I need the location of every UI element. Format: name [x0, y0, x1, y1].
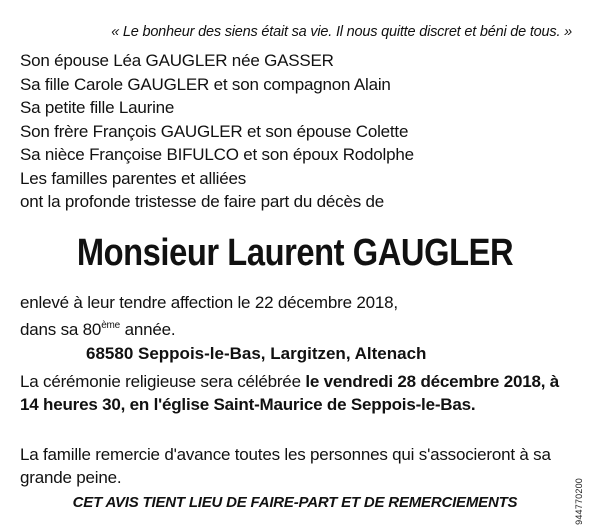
epitaph-quote: « Le bonheur des siens était sa vie. Il nous quitte discret et béni de tous. » — [111, 24, 572, 40]
reference-number: 944770200 — [574, 478, 584, 525]
age-text-end: année. — [120, 320, 176, 339]
family-line: Son épouse Léa GAUGLER née GASSER — [20, 51, 334, 70]
footer-notice: CET AVIS TIENT LIEU DE FAIRE-PART ET DE REMERCIEMENTS — [72, 494, 518, 511]
deceased-name: Monsieur Laurent GAUGLER — [76, 232, 514, 274]
ceremony-intro: La cérémonie religieuse sera célébrée — [20, 372, 306, 391]
family-line: Sa fille Carole GAUGLER et son compagnon Alain — [20, 74, 391, 94]
family-line: Sa petite fille Laurine — [20, 98, 175, 117]
address-line: 68580 Seppois-le-Bas, Largitzen, Altenach — [86, 344, 427, 363]
family-list — [20, 49, 414, 214]
passing-info — [20, 291, 398, 341]
family-line: Les familles parentes et alliées — [20, 168, 247, 188]
passing-date-line: enlevé à leur tendre affection le 22 décembre 2018, — [20, 293, 398, 312]
age-line — [20, 314, 398, 341]
announcement-line: ont la profonde tristesse de faire part du décès de — [20, 192, 385, 211]
family-line: Sa nièce Françoise BIFULCO et son époux Rodolphe — [20, 145, 414, 164]
age-ordinal-suffix: ème — [101, 320, 121, 331]
ceremony-details: le vendredi 28 décembre 2018, à 14 heures 30, en l'église Saint-Maurice de Seppois-le-Bas. — [20, 372, 560, 414]
age-text: dans sa 80 — [20, 320, 102, 339]
ceremony-info — [20, 370, 565, 416]
family-line: Son frère François GAUGLER et son épouse Colette — [20, 121, 409, 141]
thanks-paragraph: La famille remercie d'avance toutes les personnes qui s'associeront à sa grande peine. — [20, 445, 551, 487]
